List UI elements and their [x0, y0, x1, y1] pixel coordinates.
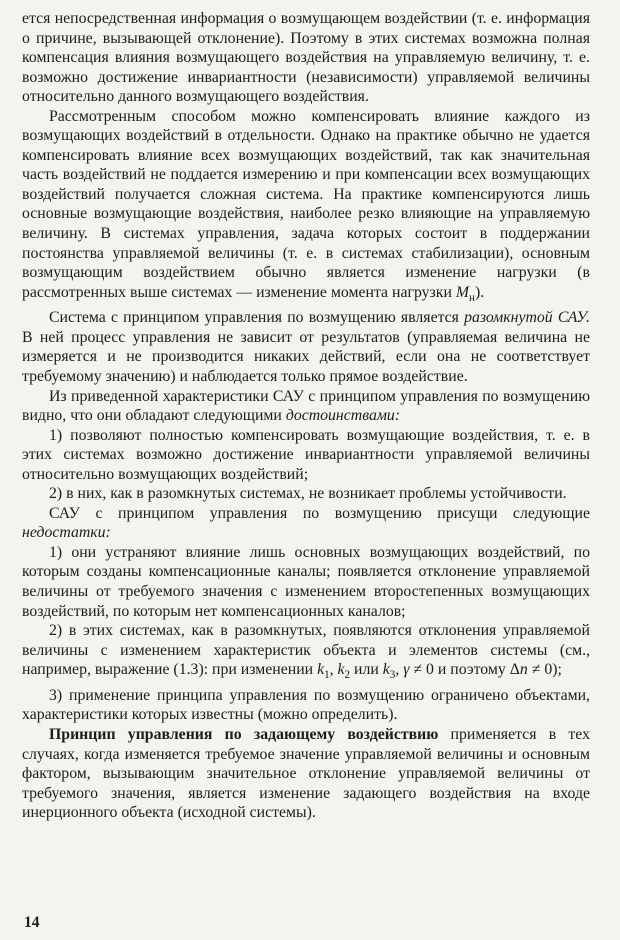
- subscript: 2: [344, 669, 351, 682]
- italic-text: достоинствами:: [285, 407, 401, 425]
- subscript: 3: [389, 669, 396, 682]
- paragraph-compensation-practice: [22, 107, 590, 309]
- italic-text: k: [382, 661, 390, 679]
- text-run: или: [350, 661, 383, 679]
- italic-text: недостатки:: [22, 524, 111, 542]
- italic-text: M: [455, 283, 470, 301]
- text-run: В ней процесс управления не зависит от результатов (управляемая величина не измеряется и не производится никаких действий, если она не соответствует требуемому значению) и наблюдается только прямое воздействие.: [22, 328, 590, 385]
- paragraph-setpoint-control-principle: [22, 725, 590, 823]
- text-run: САУ с принципом управления по возмущению присущи следующие: [49, 504, 590, 522]
- page-number: 14: [24, 914, 40, 931]
- bold-term: Принцип управления по задающему воздействию: [49, 726, 439, 743]
- text-run: ≠ 0);: [527, 661, 562, 679]
- subscript: н: [469, 291, 475, 304]
- text-run: ется непосредственная информация о возмущающем воздействии (т. е. информация о причине, вызывающей отклонение). Поэтому в этих системах возможна полная компенсация влияния возмущающего воздействия на управляемую величину, т. е. возможно достижение инвариантности (независимости) управляемой величины относительно данного возмущающего воздействия.: [22, 10, 590, 106]
- text-run: 1) позволяют полностью компенсировать возмущающие воздействия, т. е. в этих системах возможно достижение инвариантности управляемой величины относительно возмущающих воздействий;: [22, 426, 590, 483]
- text-run: Из приведенной характеристики САУ с принципом управления по возмущению видно, что они обладают следующими: [22, 387, 590, 425]
- list-item-advantage-1: [22, 426, 590, 485]
- italic-text: k: [317, 661, 325, 679]
- italic-text: n: [519, 661, 528, 679]
- text-run: 3) применение принципа управления по возмущению ограничено объектами, характеристики которых известны (можно определить).: [22, 686, 590, 724]
- text-run: ,: [395, 661, 404, 679]
- text-run: 2) в этих системах, как в разомкнутых, появляются отклонения управляемой величины с изменением характеристик объекта и элементов системы (см., например, выражение (1.3): при изменении: [22, 622, 590, 679]
- text-run: ).: [474, 283, 485, 301]
- list-item-disadvantage-1: [22, 543, 590, 621]
- page-body-text: [22, 9, 590, 823]
- list-item-advantage-2: [22, 484, 590, 504]
- list-item-disadvantage-3: [22, 686, 590, 725]
- text-run: Рассмотренным способом можно компенсировать влияние каждого из возмущающих воздействий в отдельности. Однако на практике обычно не удается компенсировать влияние всех возмущающих воздействий, так как значительная часть воздействий не поддается измерению и при компенсации всех возмущающих воздействий получается сложная система. На практике компенсируются лишь основные возмущающие воздействия, наиболее резко влияющие на управляемую величину. В системах управления, задача которых состоит в поддержании постоянства управляемой величины (т. е. в системах стабилизации), основным возмущающим воздействием обычно является изменение нагрузки (в рассмотренных выше системах — изменение момента нагрузки: [22, 107, 590, 301]
- text-run: ,: [329, 661, 338, 679]
- text-run: 1) они устраняют влияние лишь основных возмущающих воздействий, по которым созданы компенсационные каналы; появляется отклонение управляемой величины от требуемого значения с изменением второстепенных возмущающих воздействий, по которым нет компенсационных каналов;: [22, 543, 590, 620]
- paragraph-open-loop-system: [22, 308, 590, 386]
- paragraph-invariance-continuation: [22, 9, 590, 107]
- text-run: применяется в тех случаях, когда изменяется требуемое значение управляемой величины и основным фактором, вызывающим значительное отклонение управляемой величины от требуемого значения, является изменение задающего воздействия на входе инерционного объекта (исходной системы).: [22, 726, 590, 822]
- paragraph-advantages-intro: [22, 387, 590, 426]
- list-item-disadvantage-2: [22, 621, 590, 686]
- text-run: 2) в них, как в разомкнутых системах, не возникает проблемы устойчивости.: [49, 485, 567, 503]
- subscript: 1: [324, 669, 330, 682]
- italic-text: k: [337, 661, 345, 679]
- italic-text: разомкнутой САУ.: [464, 309, 590, 327]
- text-run: ≠ 0 и поэтому Δ: [409, 661, 520, 679]
- italic-text: γ: [403, 661, 410, 679]
- paragraph-disadvantages-intro: [22, 504, 590, 543]
- text-run: Система с принципом управления по возмущению является: [49, 309, 465, 327]
